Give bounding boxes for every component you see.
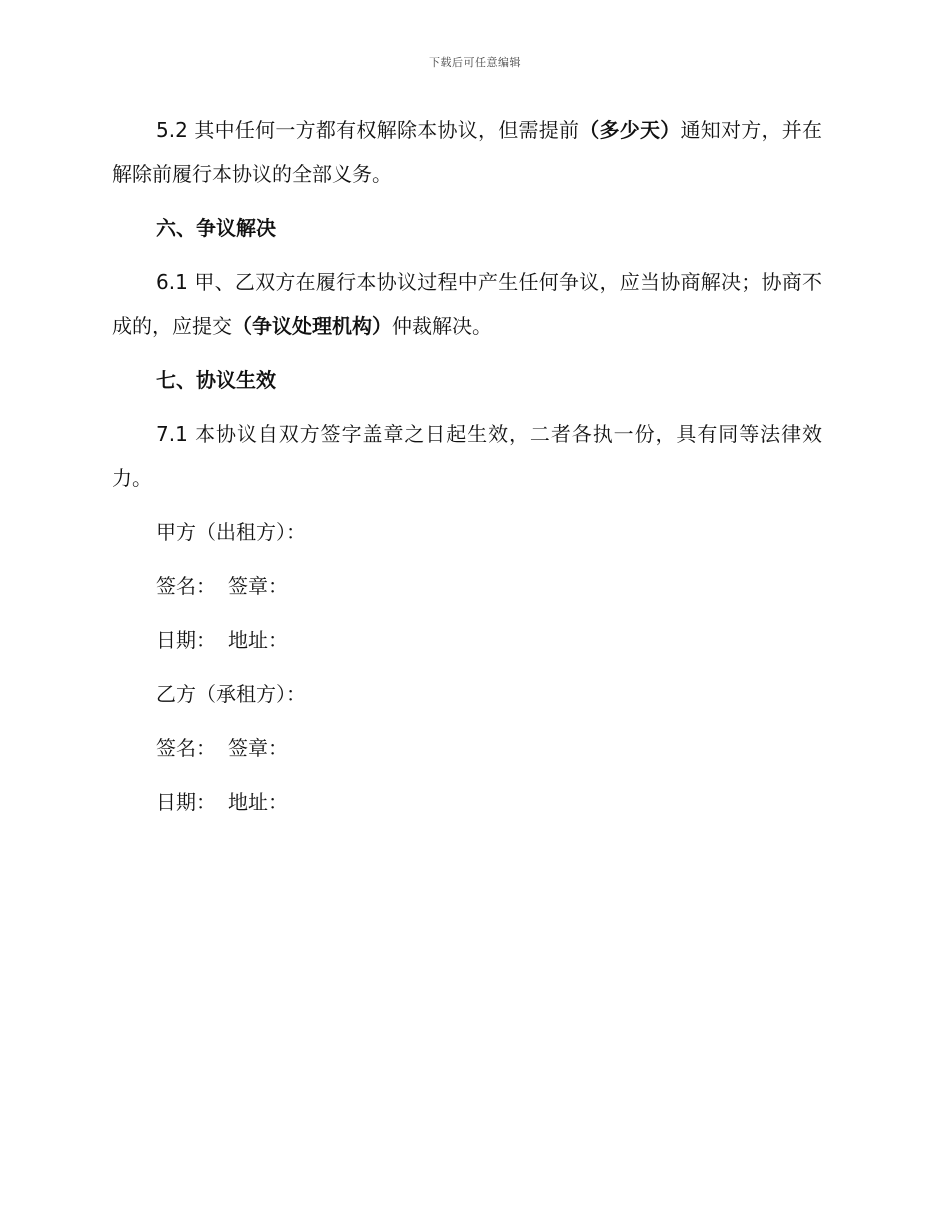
clause-5-2-text-1: 5.2 其中任何一方都有权解除本协议，但需提前 xyxy=(156,118,580,142)
section-heading-6: 六、争议解决 xyxy=(156,216,276,240)
clause-5-2-placeholder: （多少天） xyxy=(579,118,681,142)
party-b-title: 乙方（承租方）： xyxy=(156,682,306,706)
page-header: 下载后可任意编辑 xyxy=(429,56,521,69)
party-a-date-row xyxy=(112,618,822,662)
party-b-seal-label: 签章： xyxy=(228,736,288,760)
clause-6-1-text-1: 6.1 甲、乙双方在履行本协议过程中产生任何争议，应当协商解决；协商不成的，应提交 xyxy=(112,270,822,338)
clause-6-1-placeholder: （争议处理机构） xyxy=(232,314,392,338)
party-a-seal-label: 签章： xyxy=(228,574,288,598)
clause-5-2 xyxy=(112,108,822,196)
party-a-title: 甲方（出租方）： xyxy=(156,520,306,544)
clause-6-1 xyxy=(112,260,822,348)
party-b-signature-row xyxy=(112,726,822,770)
party-b-address-label: 地址： xyxy=(228,790,288,814)
party-a-date-label: 日期： xyxy=(156,628,216,652)
party-a-sign-label: 签名： xyxy=(156,574,216,598)
section-heading-7: 七、协议生效 xyxy=(156,368,276,392)
clause-5-2-text-2: 通知对方，并在解除前履行本协议的全部义务。 xyxy=(112,118,822,186)
party-a-signature-row xyxy=(112,564,822,608)
party-b-date-row xyxy=(112,780,822,824)
party-b-sign-label: 签名： xyxy=(156,736,216,760)
clause-7-1: 7.1 本协议自双方签字盖章之日起生效，二者各执一份，具有同等法律效力。 xyxy=(112,422,822,490)
clause-6-1-text-2: 仲裁解决。 xyxy=(392,314,492,338)
document-body xyxy=(112,108,822,834)
party-a-address-label: 地址： xyxy=(228,628,288,652)
party-b-date-label: 日期： xyxy=(156,790,216,814)
